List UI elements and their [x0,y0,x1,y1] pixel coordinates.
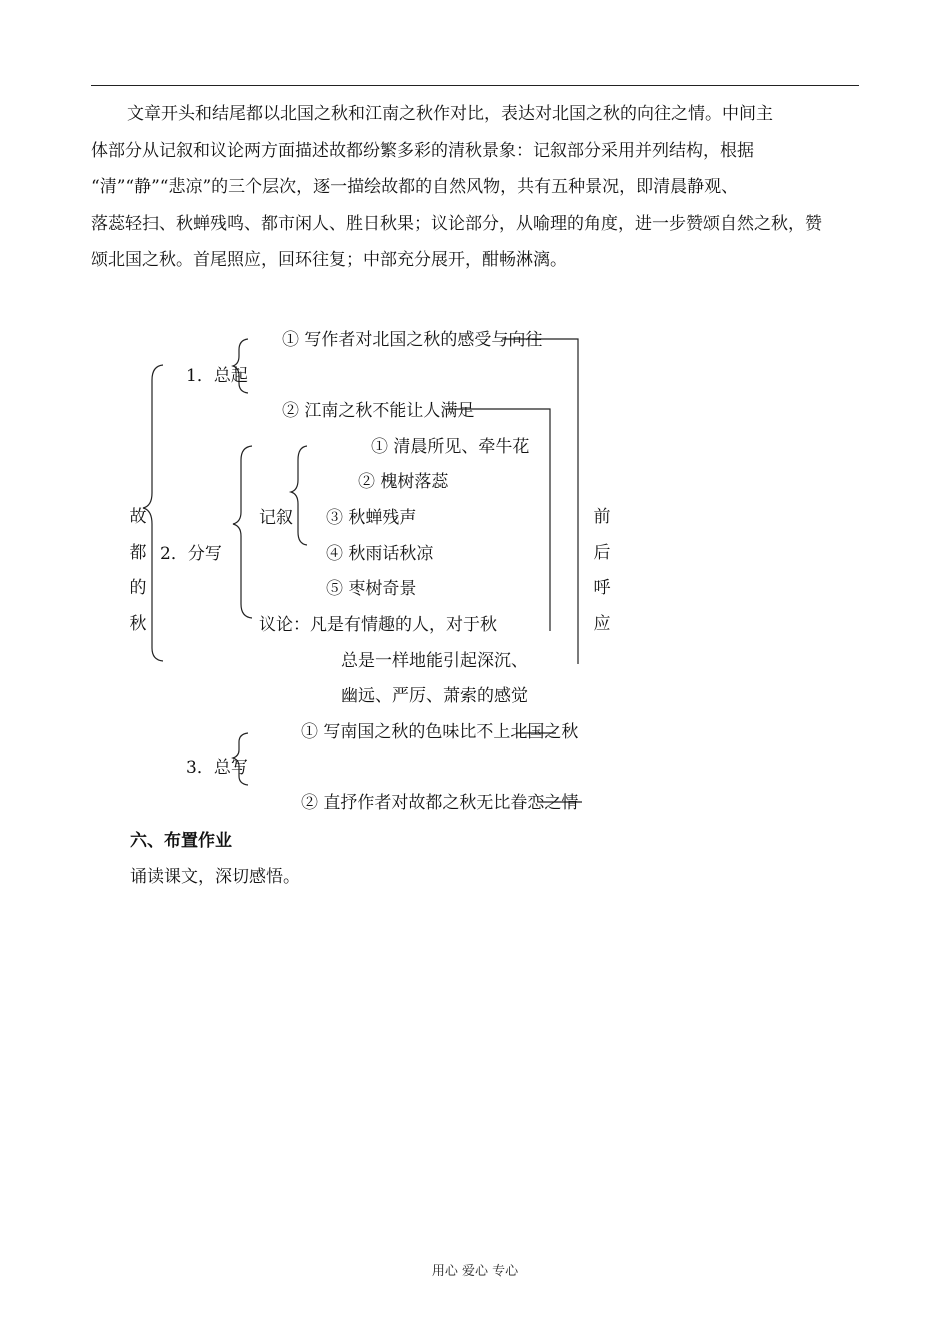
assignment-text: 诵读课文，深切感悟。 [130,867,300,887]
root-char: 的 [129,578,147,598]
narration-item: ⑤ 枣树奇景 [326,579,417,599]
part1-item2: ② 江南之秋不能让人满足 [282,401,475,421]
echo-char: 应 [593,613,611,634]
brace-narration [291,446,307,545]
paragraph-line: 颂北国之秋。首尾照应，回环往复；中部充分展开，酣畅淋漓。 [91,250,567,270]
discussion-line: 总是一样地能引起深沉、 [341,651,528,671]
paragraph-line: 文章开头和结尾都以北国之秋和江南之秋作对比，表达对北国之秋的向往之情。中间主 [127,104,773,124]
echo-line-outer [502,339,578,664]
echo-char: 后 [593,542,611,563]
echo-char: 呼 [593,578,611,598]
part1-item1: ① 写作者对北国之秋的感受与向往 [282,330,543,350]
paragraph-line: “清”“静”“悲凉”的三个层次，逐一描绘故都的自然风物，共有五种景况，即清晨静观、 [91,177,739,197]
root-char: 都 [129,542,147,563]
part1-label: 1．总起 [186,366,248,386]
part3-item2: ② 直抒作者对故都之秋无比眷恋之情 [301,793,579,813]
part3-label: 3．总写 [186,758,248,778]
narration-item: ③ 秋蝉残声 [326,508,417,528]
discussion-line: 议论：凡是有情趣的人，对于秋 [259,615,497,635]
echo-char: 前 [593,507,611,527]
root-char: 故 [129,507,147,527]
narration-item: ① 清晨所见、牵牛花 [371,437,530,457]
echo-label [592,500,612,642]
part3-item1: ① 写南国之秋的色味比不上北国之秋 [301,722,579,742]
paragraph-line: 落蕊轻扫、秋蝉残鸣、都市闲人、胜日秋果；议论部分，从喻理的角度，进一步赞颂自然之秋，赞 [91,213,822,234]
part2-label: 2．分写 [160,544,222,564]
brace-part2 [233,446,252,618]
root-label [128,500,148,642]
narration-item: ② 槐树落蕊 [358,472,449,492]
paragraph-line: 体部分从记叙和议论两方面描述故都纷繁多彩的清秋景象：记叙部分采用并列结构，根据 [91,140,754,161]
narration-item: ④ 秋雨话秋凉 [326,544,434,564]
section-heading: 六、布置作业 [130,831,232,851]
root-char: 秋 [129,613,147,634]
page-footer: 用心 爱心 专心 [431,1264,519,1279]
narration-label: 记叙 [259,508,293,528]
discussion-line: 幽远、严厉、萧索的感觉 [341,686,528,706]
